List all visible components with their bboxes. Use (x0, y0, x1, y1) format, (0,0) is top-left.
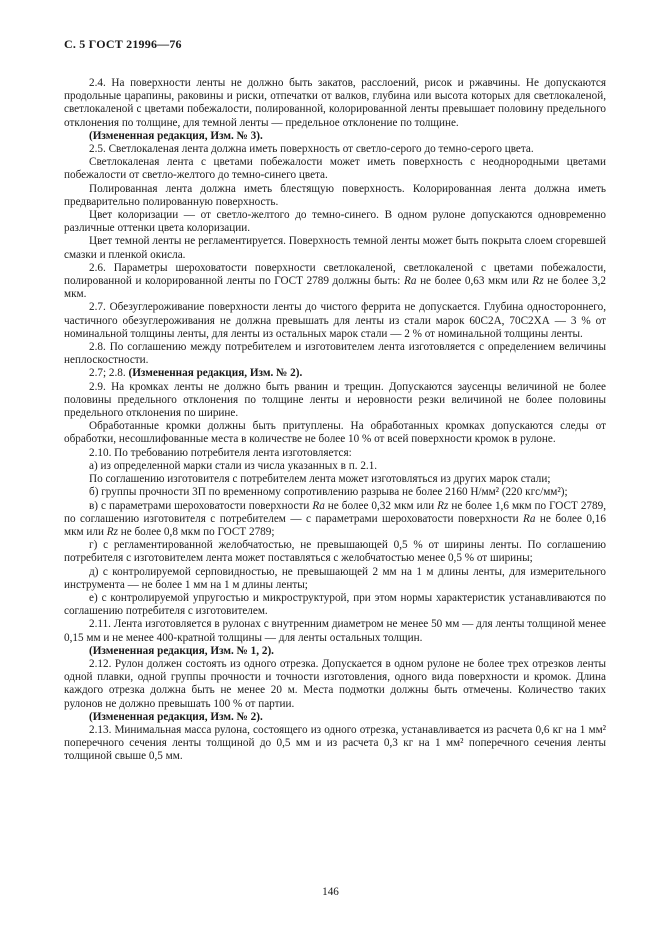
clause-2-8: 2.8. По соглашению между потребителем и изготовителем лента изготовляется с определением величины неплоскостности. (64, 341, 606, 367)
list-item-g: г) с регламентированной желобчатостью, не превышающей 0,5 % от ширины ленты. По соглашению потребителя с изготовителем лента может поставляться с желобчатостью менее 0,5 % от ширины; (64, 539, 606, 565)
list-item-d: д) с контролируемой серповидностью, не превышающей 2 мм на 1 м длины ленты, для измерительного инструмента — не более 1 мм на 1 м длины ленты; (64, 565, 606, 591)
list-item-a: а) из определенной марки стали из числа указанных в п. 2.1. (89, 459, 378, 472)
amendment-note: (Измененная редакция, Изм. № 1, 2). (89, 644, 274, 657)
document-body (64, 77, 606, 764)
list-item-b: б) группы прочности 3П по временному сопротивлению разрыва не более 2160 Н/мм² (220 кгс/мм²); (89, 486, 568, 499)
list-item-e: е) с контролируемой упругостью и микроструктурой, при этом нормы характеристик устанавливаются по соглашению потребителя с изготовителем. (64, 591, 606, 618)
clause-2-11: 2.11. Лента изготовляется в рулонах с внутренним диаметром не менее 50 мм — для ленты толщиной менее 0,15 мм и не менее 400-кратной толщины — для ленты остальных толщин. (64, 618, 606, 644)
clause-2-4: 2.4. На поверхности ленты не должно быть закатов, расслоений, рисок и ржавчины. Не допускаются продольные царапины, раковины и риски, отпечатки от валков, глубина или высота которых для светлокаленой, светлокаленой с цветами побежалости, полированной, колорированной ленты превышает половину предельного отклонения по толщине, для темной ленты — предельное отклонение по толщине. (64, 77, 606, 129)
clause-2-7: 2.7. Обезуглероживание поверхности ленты до чистого феррита не допускается. Глубина одностороннего, частичного обезуглероживания не должна превышать для ленты из стали марок 60С2А, 70С2ХА — 3 % от номинальной толщины ленты, для ленты из остальных марок стали — 2 % от номинальной толщины ленты. (64, 301, 606, 340)
paragraph: Цвет колоризации — от светло-желтого до темно-синего. В одном рулоне допускаются одновременно различные оттенки цвета колоризации. (64, 209, 606, 235)
clause-2-12: 2.12. Рулон должен состоять из одного отрезка. Допускается в одном рулоне не более трех отрезков ленты одной плавки, одной группы прочности и точности изготовления, одного вида поверхности и кромок. Длина каждого отрезка должна быть не менее 20 м. Места подмотки должны быть отмечены. Количество таких рулонов не должно превышать 100 % от партии. (64, 657, 606, 710)
amendment-note: 2.7; 2.8. (Измененная редакция, Изм. № 2). (89, 367, 303, 380)
page-header: С. 5 ГОСТ 21996—76 (64, 37, 182, 51)
amendment-note: (Измененная редакция, Изм. № 3). (89, 129, 263, 142)
page-number: 146 (322, 886, 339, 898)
amendment-note: (Измененная редакция, Изм. № 2). (89, 710, 263, 723)
paragraph: Светлокаленая лента с цветами побежалости может иметь поверхность с неоднородными цветами побежалости от светло-желтого до темно-синего цвета. (64, 156, 606, 182)
paragraph: По соглашению изготовителя с потребителем лента может изготовляться из других марок стали; (89, 473, 551, 486)
paragraph: Обработанные кромки должны быть притуплены. На обработанных кромках допускаются следы от обработки, несошлифованные места в количестве не более 10 % от всей поверхности кромок в рулоне. (64, 420, 606, 446)
clause-2-13: 2.13. Минимальная масса рулона, состоящего из одного отрезка, устанавливается из расчета 0,6 кг на 1 мм² поперечного сечения ленты толщиной до 0,5 мм и из расчета 0,3 кг на 1 мм² поперечного сечения ленты толщиной свыше 0,5 мм. (64, 723, 606, 763)
paragraph: Цвет темной ленты не регламентируется. Поверхность темной ленты может быть покрыта слоем сгоревшей смазки и пленкой окисла. (64, 235, 606, 261)
clause-2-5: 2.5. Светлокаленая лента должна иметь поверхность от светло-серого до темно-серого цвета. (89, 143, 534, 156)
paragraph: Полированная лента должна иметь блестящую поверхность. Колорированная лента должна иметь предварительно полированную поверхность. (64, 182, 606, 208)
list-item-v: в) с параметрами шероховатости поверхности Ra не более 0,32 мкм или Rz не более 1,6 мкм по ГОСТ 2789, по соглашению изготовителя с потребителем — с параметрами шероховатости поверхности Ra не более 0,16 мкм или Rz не более 0,8 мкм по ГОСТ 2789; (64, 499, 606, 538)
clause-2-10: 2.10. По требованию потребителя лента изготовляется: (89, 446, 352, 459)
clause-2-9: 2.9. На кромках ленты не должно быть рванин и трещин. Допускаются заусенцы величиной не более половины предельного отклонения по толщине ленты и неровности резки величиной не более половины предельного отклонения по ширине. (64, 380, 606, 420)
clause-2-6: 2.6. Параметры шероховатости поверхности светлокаленой, светлокаленой с цветами побежалости, полированной и колорированной ленты по ГОСТ 2789 должны быть: Ra не более 0,63 мкм или Rz не более 3,2 мкм. (64, 261, 607, 301)
